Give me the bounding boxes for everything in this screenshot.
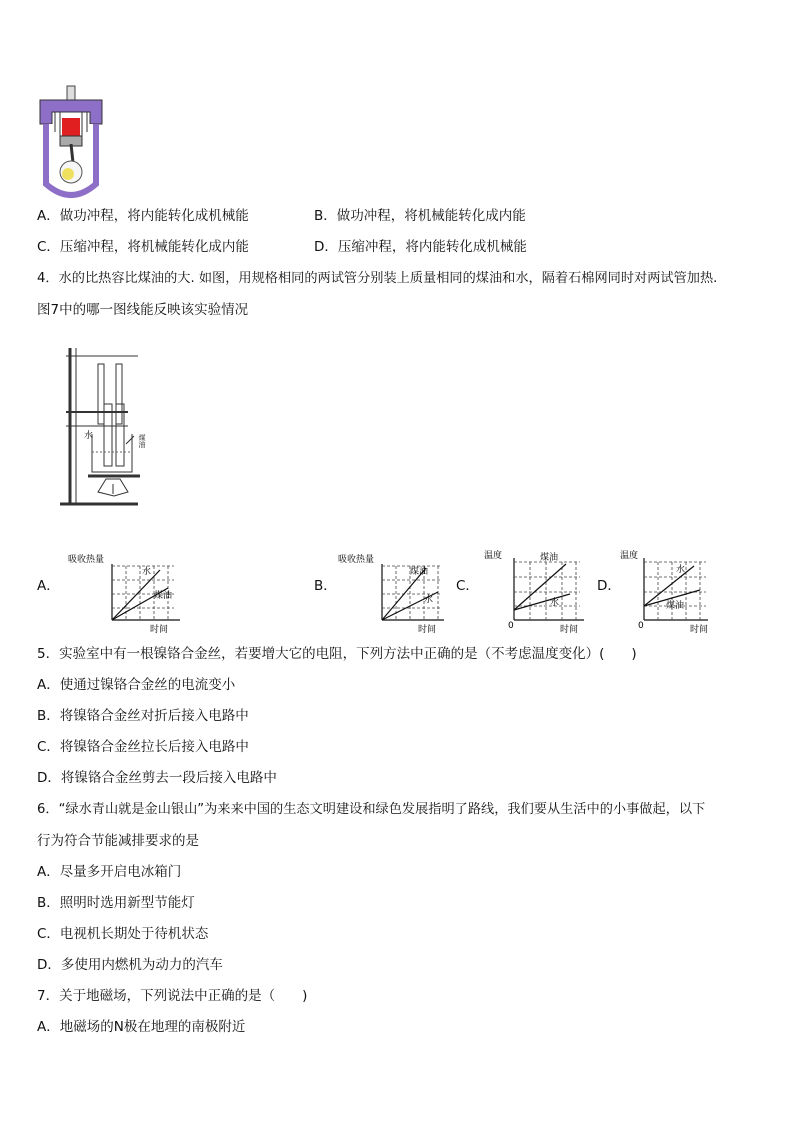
q6-option-d: D．多使用内燃机为动力的汽车	[37, 957, 223, 973]
q4-graph-b	[338, 552, 448, 634]
graph-b-ylabel: 吸收热量	[338, 555, 375, 565]
graph-a-upper-label: 水	[142, 567, 152, 577]
q5-stem: 5．实验室中有一根镍铬合金丝，若要增大它的电阻，下列方法中正确的是（不考虑温度变化）( )	[37, 646, 637, 662]
graph-d-upper-label: 水	[676, 565, 686, 575]
apparatus-water-label: 水	[84, 431, 94, 441]
q6-option-c: C．电视机长期处于待机状态	[37, 926, 209, 942]
q4-graph-d-label: D．	[597, 578, 621, 594]
graph-a-ylabel: 吸收热量	[68, 555, 105, 565]
q7-option-a: A．地磁场的N极在地理的南极附近	[37, 1019, 246, 1035]
graph-d-xlabel: 时间	[690, 625, 709, 634]
q3-option-b: B．做功冲程，将机械能转化成内能	[314, 208, 526, 224]
q3-option-d: D．压缩冲程，将内能转化成机械能	[314, 239, 527, 255]
q3-option-a: A．做功冲程，将内能转化成机械能	[37, 208, 249, 224]
graph-b-xlabel: 时间	[418, 625, 437, 634]
graph-c-lower-label: 水	[550, 598, 560, 608]
engine-stroke-figure	[38, 84, 104, 202]
q5-option-c: C．将镍铬合金丝拉长后接入电路中	[37, 739, 249, 755]
q5-option-a: A．使通过镍铬合金丝的电流变小	[37, 677, 236, 693]
graph-c-ylabel: 温度	[484, 551, 503, 561]
q4-stem-line1: 4．水的比热容比煤油的大. 如图，用规格相同的两试管分别装上质量相同的煤油和水，隔着石棉网同时对两试管加热.	[37, 271, 718, 286]
q4-graph-a-label: A．	[37, 578, 60, 594]
q6-option-a: A．尽量多开启电冰箱门	[37, 864, 182, 880]
graph-a-xlabel: 时间	[150, 625, 169, 634]
graph-c-origin: 0	[508, 621, 514, 631]
q4-graph-d	[620, 548, 712, 634]
graph-a-lower-label: 煤油	[154, 591, 173, 601]
q6-stem-line2: 行为符合节能减排要求的是	[37, 833, 199, 849]
q3-option-c: C．压缩冲程，将机械能转化成内能	[37, 239, 249, 255]
graph-d-origin: 0	[638, 621, 644, 631]
q5-option-d: D．将镍铬合金丝剪去一段后接入电路中	[37, 770, 277, 786]
graph-b-upper-label: 煤油	[410, 567, 429, 577]
graph-c-upper-label: 煤油	[540, 553, 559, 563]
apparatus-kerosene-label: 煤油	[138, 434, 146, 448]
q4-graph-c-label: C．	[456, 578, 479, 594]
graph-d-ylabel: 温度	[620, 551, 639, 561]
heating-apparatus-figure	[58, 344, 168, 514]
q6-option-b: B．照明时选用新型节能灯	[37, 895, 195, 911]
q4-graph-c	[484, 548, 588, 634]
q5-option-b: B．将镍铬合金丝对折后接入电路中	[37, 708, 249, 724]
q4-graph-b-label: B．	[314, 578, 337, 594]
graph-c-xlabel: 时间	[560, 625, 579, 634]
graph-b-lower-label: 水	[424, 595, 434, 605]
q4-stem-line2: 图7中的哪一图线能反映该实验情况	[37, 302, 249, 318]
q7-stem: 7．关于地磁场，下列说法中正确的是（ )	[37, 988, 308, 1004]
graph-d-lower-label: 煤油	[666, 601, 685, 611]
q4-graph-a	[68, 552, 208, 634]
q6-stem-line1: 6．“绿水青山就是金山银山”为来来中国的生态文明建设和绿色发展指明了路线，我们要从生活中的小事做起，以下	[37, 802, 706, 817]
